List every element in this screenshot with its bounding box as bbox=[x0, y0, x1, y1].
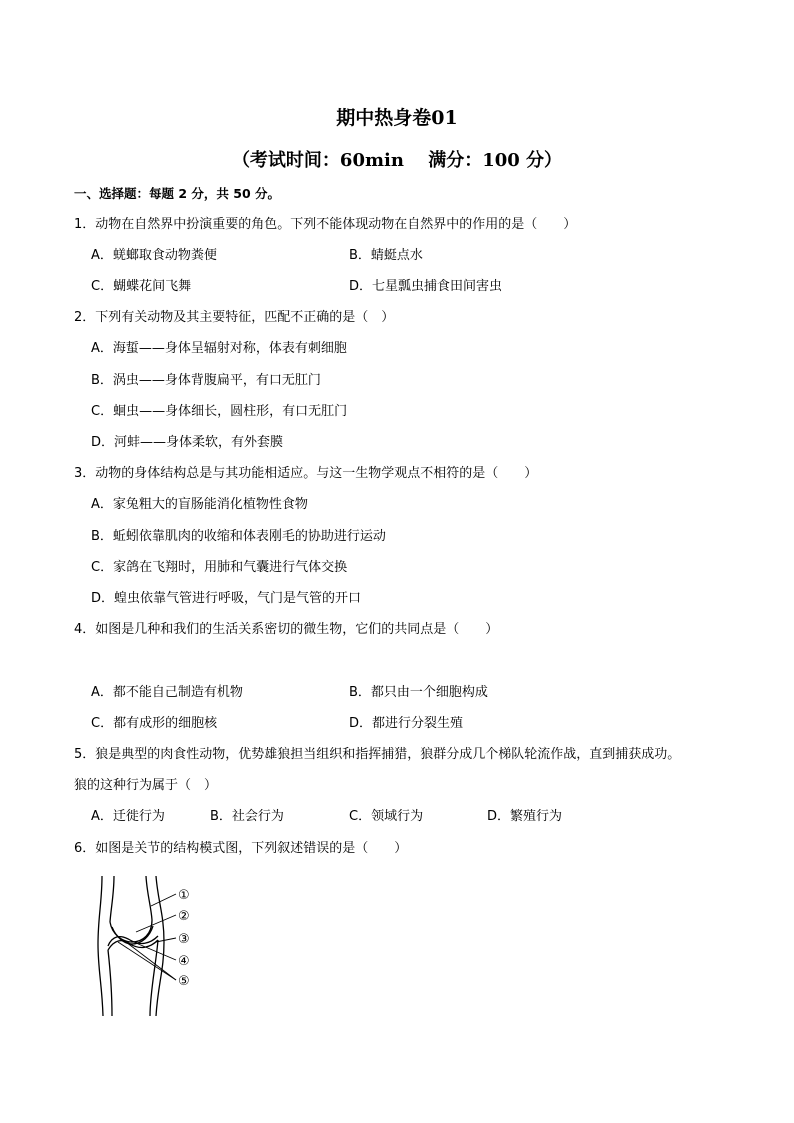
figure-label-5: ⑤ bbox=[178, 974, 190, 989]
question-2-option-d: D．河蚌——身体柔软，有外套膜 bbox=[91, 435, 284, 450]
question-2-option-c: C．蛔虫——身体细长，圆柱形，有口无肛门 bbox=[91, 404, 348, 419]
question-1-stem: 1．动物在自然界中扮演重要的角色。下列不能体现动物在自然界中的作用的是（ ） bbox=[74, 217, 577, 232]
question-5-option-c: C．领域行为 bbox=[349, 809, 424, 824]
section-heading: 一、选择题：每题 2 分，共 50 分。 bbox=[74, 186, 281, 201]
figure-label-3: ③ bbox=[178, 932, 190, 947]
question-5-stem: 5．狼是典型的肉食性动物，优势雄狼担当组织和指挥捕猎，狼群分成几个梯队轮流作战，直到捕获成功。 bbox=[74, 747, 681, 762]
figure-label-4: ④ bbox=[178, 954, 190, 969]
question-3-stem: 3．动物的身体结构总是与其功能相适应。与这一生物学观点不相符的是（ ） bbox=[74, 466, 538, 481]
question-5-option-b: B．社会行为 bbox=[210, 809, 284, 824]
question-3-option-a: A．家兔粗大的盲肠能消化植物性食物 bbox=[91, 497, 308, 512]
figure-label-2: ② bbox=[178, 909, 190, 924]
question-3-option-b: B．蚯蚓依靠肌肉的收缩和体表刚毛的协助进行运动 bbox=[91, 529, 386, 544]
question-4-option-a: A．都不能自己制造有机物 bbox=[91, 685, 243, 700]
question-5-option-d: D．繁殖行为 bbox=[487, 809, 563, 824]
question-2-option-b: B．涡虫——身体背腹扁平，有口无肛门 bbox=[91, 373, 321, 388]
question-1-option-a: A．蜣螂取食动物粪便 bbox=[91, 248, 217, 263]
question-3-option-c: C．家鸽在飞翔时，用肺和气囊进行气体交换 bbox=[91, 560, 348, 575]
exam-info-subtitle: （考试时间：60min 满分：100 分） bbox=[231, 150, 563, 171]
question-4-stem: 4．如图是几种和我们的生活关系密切的微生物，它们的共同点是（ ） bbox=[74, 622, 499, 637]
question-4-option-c: C．都有成形的细胞核 bbox=[91, 716, 218, 731]
question-1-option-c: C．蝴蝶花间飞舞 bbox=[91, 279, 192, 294]
question-3-option-d: D．蝗虫依靠气管进行呼吸，气门是气管的开口 bbox=[91, 591, 362, 606]
question-2-option-a: A．海蜇——身体呈辐射对称，体表有刺细胞 bbox=[91, 341, 347, 356]
figure-label-1: ① bbox=[178, 888, 190, 903]
page-title: 期中热身卷01 bbox=[336, 107, 458, 129]
question-6-stem: 6．如图是关节的结构模式图，下列叙述错误的是（ ） bbox=[74, 841, 408, 856]
question-1-option-d: D．七星瓢虫捕食田间害虫 bbox=[349, 279, 503, 294]
question-5-stem-line2: 狼的这种行为属于（ ） bbox=[74, 778, 218, 793]
question-1-option-b: B．蜻蜓点水 bbox=[349, 248, 423, 263]
question-4-option-d: D．都进行分裂生殖 bbox=[349, 716, 464, 731]
joint-structure-diagram bbox=[96, 872, 208, 1020]
question-5-option-a: A．迁徙行为 bbox=[91, 809, 165, 824]
question-4-option-b: B．都只由一个细胞构成 bbox=[349, 685, 488, 700]
question-2-stem: 2．下列有关动物及其主要特征，匹配不正确的是（ ） bbox=[74, 310, 395, 325]
